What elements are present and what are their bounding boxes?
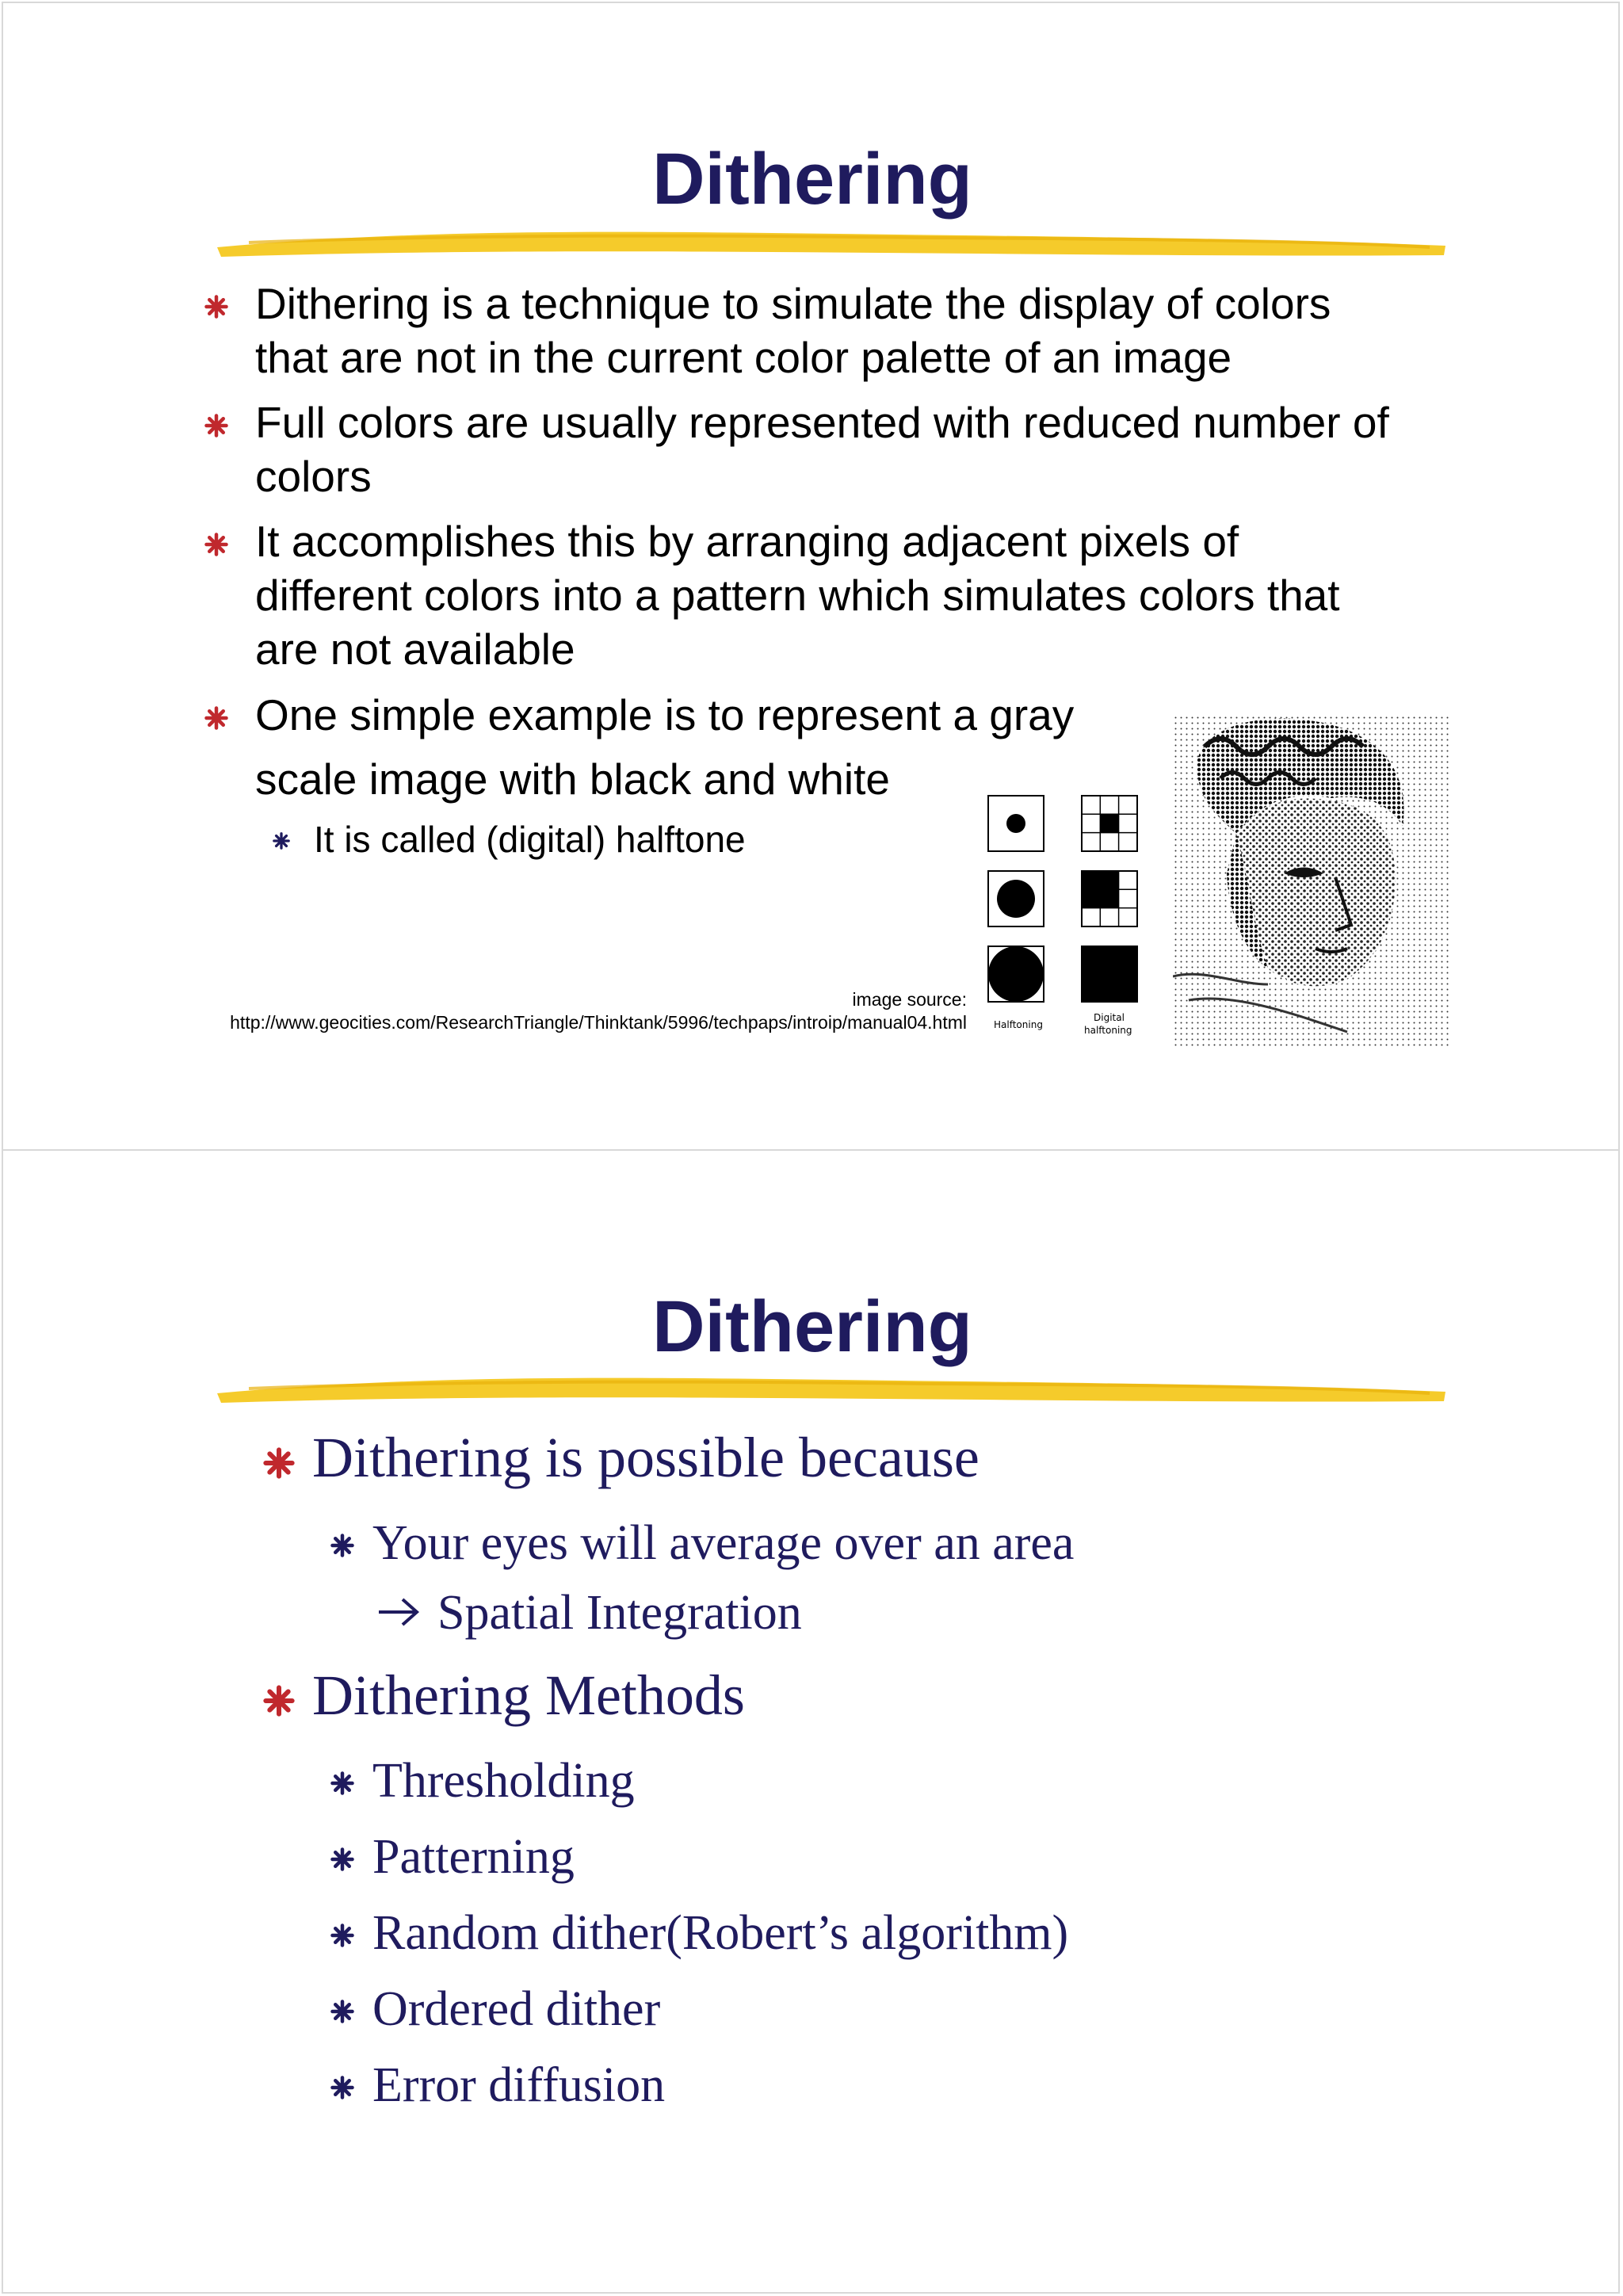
asterisk-bullet-icon (204, 295, 228, 319)
bullet-3-line-1: It accomplishes this by arranging adjacent pixels of (255, 517, 1239, 566)
digital-halftoning-label: halftoning (1084, 1025, 1132, 1036)
method-item: Patterning (372, 1830, 575, 1884)
slide-title: Dithering (652, 1286, 972, 1367)
bullet-4-line-2: scale image with black and white (255, 755, 890, 804)
asterisk-bullet-icon (204, 533, 228, 556)
spatial-integration-text: Spatial Integration (437, 1586, 802, 1640)
slide-title: Dithering (652, 139, 972, 220)
asterisk-bullet-icon (330, 1534, 354, 1557)
image-source-label: image source: (852, 989, 967, 1010)
right-arrow-icon (376, 1595, 423, 1629)
dithered-statue-image (1173, 715, 1452, 1048)
halftone-comparison-figure (984, 788, 1151, 1049)
bullet-1-line-2: that are not in the current color palette of an image (255, 333, 1232, 382)
asterisk-bullet-icon (330, 2076, 354, 2099)
asterisk-bullet-icon (204, 414, 228, 437)
sub-bullet-eyes-average: Your eyes will average over an area (372, 1516, 1075, 1570)
bullet-3-line-3: are not available (255, 625, 575, 674)
asterisk-bullet-icon (204, 706, 228, 730)
bullet-dithering-methods: Dithering Methods (312, 1664, 745, 1727)
bullet-1-line-1: Dithering is a technique to simulate the display of colors (255, 279, 1331, 328)
bullet-4-line-1: One simple example is to represent a gray (255, 690, 1075, 739)
asterisk-bullet-icon (263, 1685, 295, 1717)
bullet-possible-because: Dithering is possible because (312, 1426, 980, 1489)
method-item: Random dither(Robert’s algorithm) (372, 1906, 1069, 1960)
bullet-3-line-2: different colors into a pattern which simulates colors that (255, 571, 1340, 620)
method-item: Error diffusion (372, 2058, 666, 2112)
bullet-2-line-2: colors (255, 452, 372, 501)
method-item: Thresholding (372, 1754, 635, 1808)
title-underline (217, 1370, 1445, 1409)
halftoning-label: Halftoning (994, 1019, 1043, 1030)
asterisk-bullet-icon (330, 1924, 354, 1947)
title-underline (217, 223, 1445, 263)
method-item: Ordered dither (372, 1982, 661, 2036)
slide-2 (2, 1149, 1620, 2294)
bullet-2-line-1: Full colors are usually represented with reduced number of (255, 398, 1389, 447)
asterisk-bullet-icon (273, 832, 290, 850)
asterisk-bullet-icon (330, 2000, 354, 2023)
slide-1 (2, 2, 1620, 1151)
asterisk-bullet-icon (330, 1847, 354, 1871)
sub-bullet-halftone: It is called (digital) halftone (314, 819, 746, 860)
asterisk-bullet-icon (263, 1447, 295, 1479)
digital-label: Digital (1094, 1012, 1125, 1023)
asterisk-bullet-icon (330, 1771, 354, 1795)
image-source-url: http://www.geocities.com/ResearchTriangle/Thinktank/5996/techpaps/introip/manual04.html (230, 1012, 967, 1033)
